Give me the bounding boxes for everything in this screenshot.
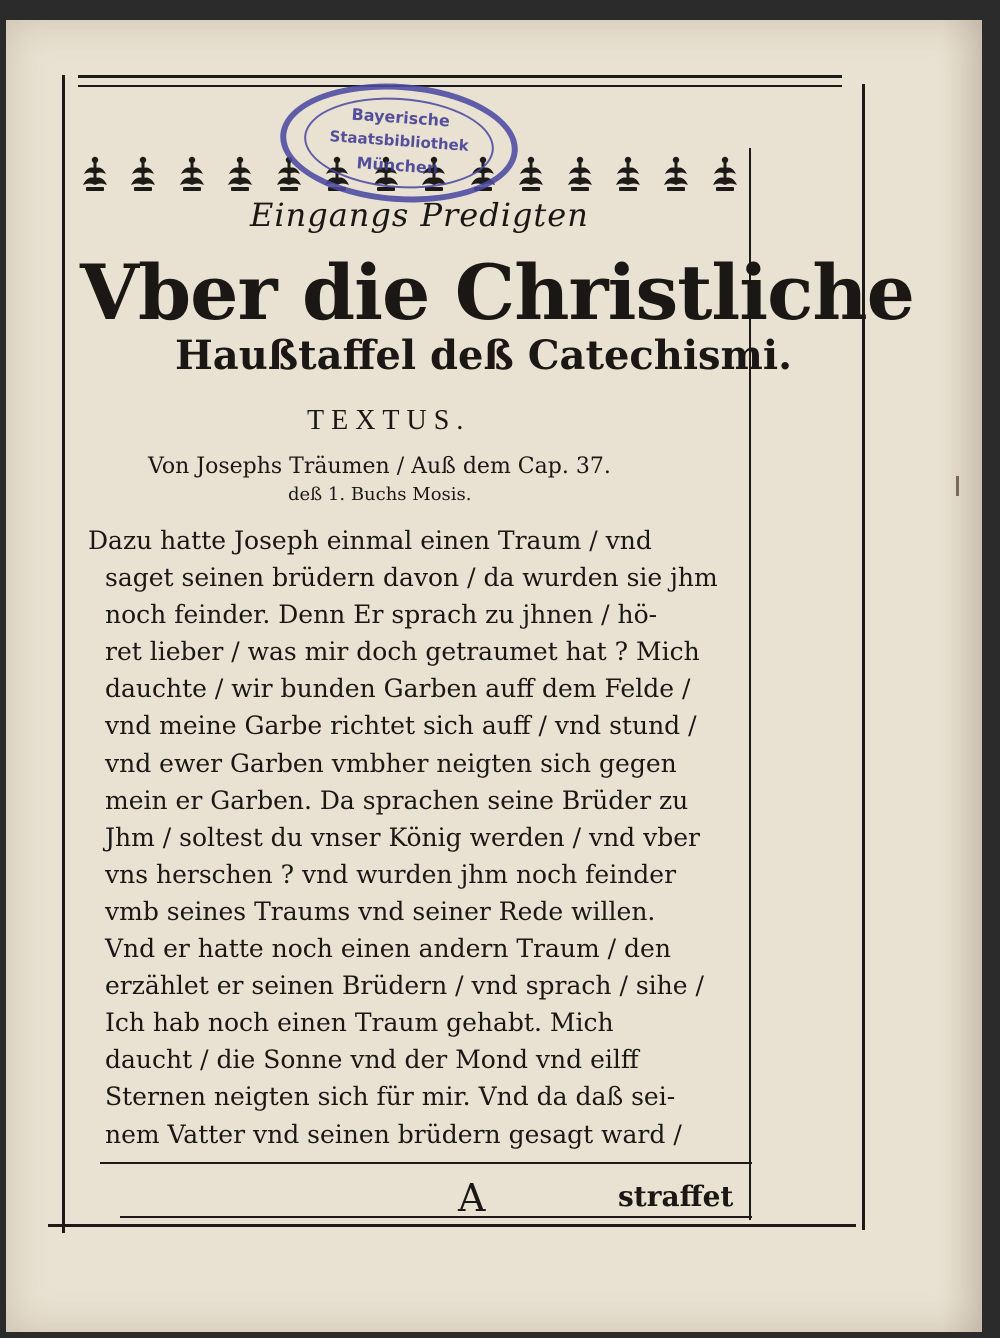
body-line: Ich hab noch einen Traum gehabt. Mich [105,1008,614,1038]
page-title-line-2: Haußtaffel deß Catechismi. [175,332,792,379]
body-line: Dazu hatte Joseph einmal einen Traum / vnd [88,526,652,555]
signature-mark: A [458,1176,486,1220]
fleuron-icon [712,154,738,194]
body-line: Vnd er hatte noch einen andern Traum / den [105,934,671,964]
body-line: Sternen neigten sich für mir. Vnd da daß sei- [105,1082,676,1112]
fleuron-icon [567,154,593,194]
page-edge-shadow [942,20,982,1332]
fleuron-icon [179,154,205,194]
body-line: Jhm / soltest du vnser König werden / vnd vber [105,822,700,852]
scripture-reference-line-1: Von Josephs Träumen / Auß dem Cap. 37. [148,454,611,479]
stamp-line-1: Bayerische [351,104,451,131]
body-line: vnd ewer Garben vmbher neigten sich gegen [105,748,677,778]
margin-mark [956,476,959,496]
body-line: dauchte / wir bunden Garben auff dem Felde / [105,674,691,704]
body-line: saget seinen brüdern davon / da wurden sie jhm [105,563,718,593]
frame-bottom-inner-rule [100,1162,752,1164]
stamp-line-3: München [355,153,439,178]
frame-top-inner-rule [78,85,842,87]
frame-bottom-outer-rule [48,1224,856,1227]
frame-left-outer-rule [62,75,65,1233]
page-title: Vber die Christliche [80,248,914,337]
body-line: vns herschen ? vnd wurden jhm noch feinder [105,859,677,889]
body-line: ret lieber / was mir doch getraumet hat ? Mich [105,637,700,667]
scripture-reference-line-2: deß 1. Buchs Mosis. [288,484,472,505]
fleuron-icon [663,154,689,194]
body-line: vmb seines Traums vnd seiner Rede willen. [105,896,656,926]
textus-label: TEXTUS. [307,405,471,436]
frame-top-outer-rule [78,75,842,78]
body-line: daucht / die Sonne vnd der Mond vnd eilff [105,1045,639,1075]
body-line: vnd meine Garbe richtet sich auff / vnd stund / [105,711,697,741]
fleuron-icon [615,154,641,194]
body-line: erzählet er seinen Brüdern / vnd sprach / sihe / [105,971,704,1001]
fleuron-icon [82,154,108,194]
body-text [88,522,738,1153]
body-line: mein er Garben. Da sprachen seine Brüder zu [105,785,689,815]
stamp-line-2: Staatsbibliothek [328,127,470,155]
fleuron-icon [518,154,544,194]
body-line: noch feinder. Denn Er sprach zu jhnen / hö- [105,600,658,630]
frame-bottom-lower-rule [120,1216,752,1218]
fleuron-icon [227,154,253,194]
fleuron-icon [130,154,156,194]
sermon-subtitle: Eingangs Predigten [250,196,589,234]
body-line: nem Vatter vnd seinen brüdern gesagt ward / [105,1119,682,1149]
catchword: straffet [618,1180,734,1213]
